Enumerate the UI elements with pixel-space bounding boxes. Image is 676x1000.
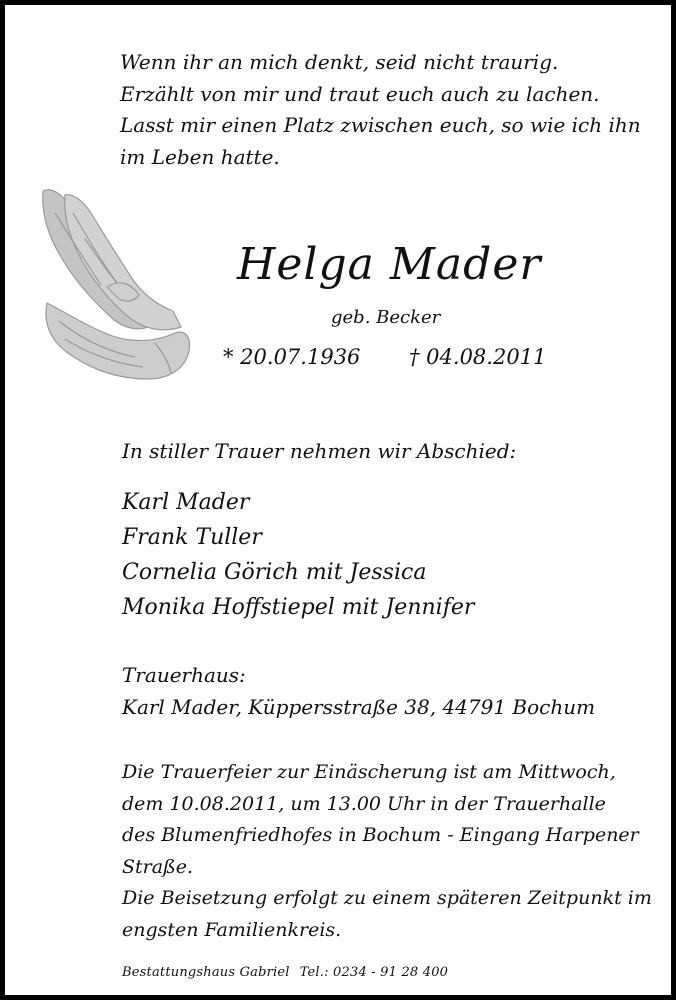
mourning-intro: In stiller Trauer nehmen wir Abschied:: [122, 439, 517, 463]
mourner-list: [122, 485, 474, 625]
maiden-name: geb. Becker: [331, 307, 441, 328]
ceremony-line: des Blumenfriedhofes in Bochum - Eingang Harpener: [122, 824, 639, 846]
trauerhaus-address: Karl Mader, Küppersstraße 38, 44791 Bochum: [122, 695, 596, 719]
poem-line: im Leben hatte.: [120, 144, 280, 169]
mourner-name: Frank Tuller: [122, 525, 262, 550]
mourner-name: Monika Hoffstiepel mit Jennifer: [122, 595, 475, 620]
ceremony-line: Die Beisetzung erfolgt zu einem späteren Zeitpunkt im: [122, 887, 652, 909]
ceremony-details: [122, 757, 652, 946]
ceremony-line: engsten Familienkreis.: [122, 918, 342, 941]
footer: [122, 965, 448, 980]
poem: [120, 47, 641, 173]
ceremony-line: dem 10.08.2011, um 13.00 Uhr in der Trauerhalle: [122, 792, 606, 815]
mourner-name: Karl Mader: [122, 490, 250, 515]
trauerhaus-label: Trauerhaus:: [122, 663, 246, 687]
praying-hands-icon: [35, 183, 191, 383]
funeral-home-name: Bestattungshaus Gabriel: [122, 965, 290, 980]
poem-line: Wenn ihr an mich denkt, seid nicht traurig.: [120, 50, 559, 74]
poem-line: Lasst mir einen Platz zwischen euch, so wie ich ihn: [120, 113, 641, 137]
deceased-name: Helga Mader: [237, 239, 542, 290]
birth-date: * 20.07.1936: [223, 345, 361, 369]
ceremony-line: Die Trauerfeier zur Einäscherung ist am Mittwoch,: [122, 761, 616, 783]
mourner-name: Cornelia Görich mit Jessica: [122, 560, 427, 585]
funeral-home-phone: Tel.: 0234 - 91 28 400: [299, 965, 449, 980]
poem-line: Erzählt von mir und traut euch auch zu lachen.: [120, 81, 600, 106]
death-date: † 04.08.2011: [409, 345, 547, 369]
ceremony-line: Straße.: [122, 855, 194, 878]
